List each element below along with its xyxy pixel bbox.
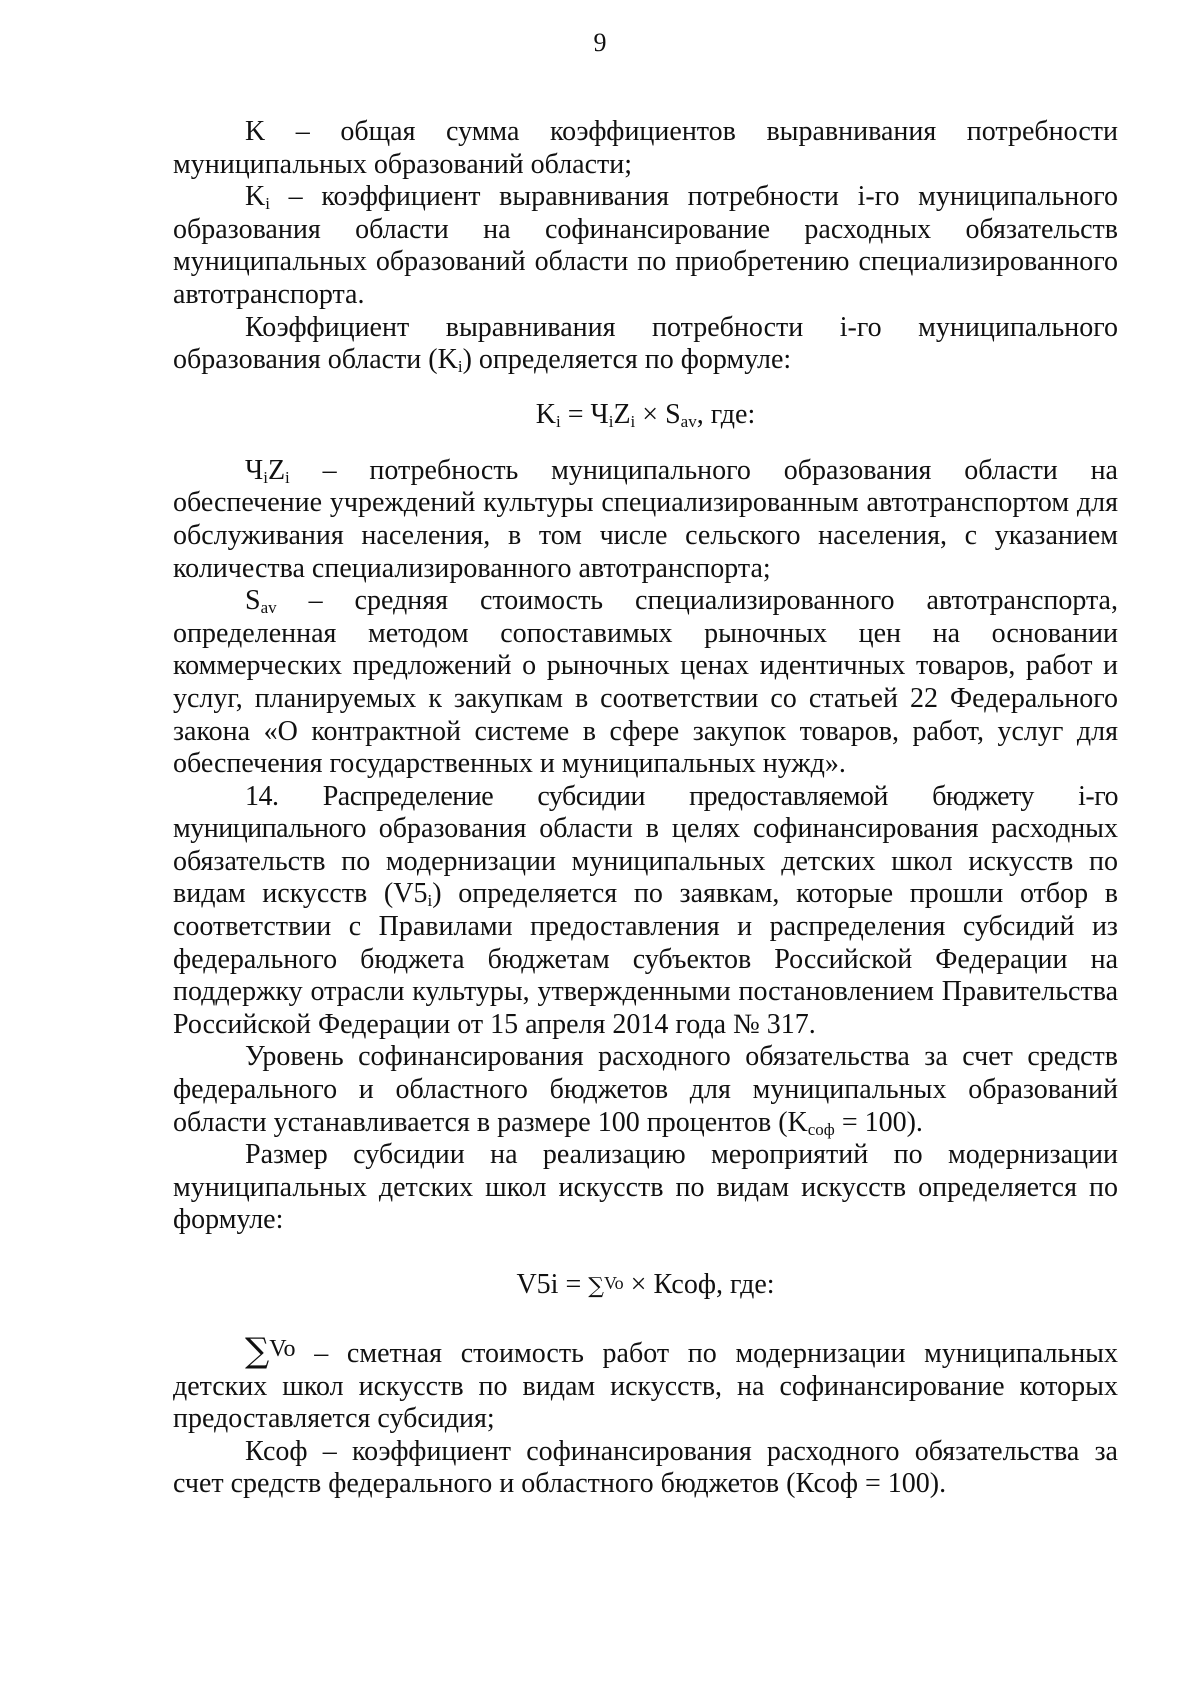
ksof-definition-text: Ксоф – коэффициент софинансирования расходного обязательства за счет средств федерального и областного бюджетов (Ксоф = 100). (173, 1435, 1118, 1500)
sum-vo-sigma: ∑ (245, 1331, 270, 1371)
formula-v5i-sigma: ∑ (588, 1274, 604, 1299)
formula-ki-sub-c: i (630, 411, 636, 431)
chz-symbol-a: Ч (245, 454, 264, 486)
ki-subscript: i (265, 194, 270, 214)
chz-sub-a: i (263, 467, 268, 487)
formula-ki-sub-d: av (680, 411, 697, 431)
chz-sub-b: i (285, 467, 290, 487)
paragraph-subsidy-size (173, 1139, 1118, 1237)
sum-vo-symbol: Vo (269, 1336, 296, 1362)
paragraph-ki-definition (173, 181, 1118, 311)
p14-body-b: ) определяется по заявкам, которые прошли отбор в соответствии с Правилами предоставления и распределения субсидий из федерального бюджета бюджетам субъектов Российской Федерации на поддержку отрасли культуры, утвержденными постановлением Правительства Российской Федерации от 15 апреля 2014 года № 317. (173, 878, 1118, 1040)
chz-symbol-b: Z (267, 454, 286, 486)
subsidy-size-text: Размер субсидии на реализацию мероприятий по модернизации муниципальных детских школ искусств по видам искусств определяется по формуле: (173, 1139, 1118, 1236)
paragraph-sum-vo-definition (173, 1333, 1118, 1436)
coefficient-intro-post: ) определяется по формуле: (462, 344, 792, 376)
formula-v5i-lhs: V5i = (516, 1269, 589, 1300)
chz-definition-text: – потребность муниципального образования области на обеспечение учреждений культуры специализированным автотранспортом для обслуживания населения, в том числе сельского населения, с указанием количества специализированного автотранспорта; (173, 454, 1118, 584)
formula-v5i-rhs: × Ксоф, где: (623, 1269, 775, 1300)
paragraph-chz-definition (173, 455, 1118, 585)
level-text-post: = 100). (834, 1106, 923, 1138)
paragraph-sav-definition (173, 585, 1118, 781)
formula-v5i-vo: Vo (603, 1273, 624, 1293)
k-definition-text: K – общая сумма коэффициентов выравнивания потребности муниципальных образований области; (173, 116, 1118, 180)
formula-ki-sub-b: i (608, 411, 614, 431)
paragraph-cofinancing-level (173, 1041, 1118, 1139)
ki-definition-text: – коэффициент выравнивания потребности i-го муниципального образования области на софинансирование расходных обязательств муниципальных образований области по приобретению специализированного автотранспорта. (173, 181, 1118, 310)
sav-subscript: av (260, 598, 277, 618)
paragraph-coefficient-intro (173, 312, 1118, 377)
formula-ki-part-e: , где: (696, 398, 756, 430)
formula-v5i (173, 1267, 1118, 1303)
formula-ki-part-d: × S (635, 398, 681, 430)
page-number: 9 (593, 28, 607, 57)
ki-symbol: K (245, 181, 266, 213)
formula-ki-part-a: K (535, 398, 556, 430)
document-body (173, 116, 1118, 1501)
p14-lead: 14. Распределение субсидии предоставляемой бюджету i-го муниципального (173, 780, 1118, 845)
coefficient-intro-subscript: i (457, 357, 463, 377)
sum-vo-definition-text: – сметная стоимость работ по модернизации муниципальных детских школ искусств по видам искусств, на софинансирование которых предоставляется субсидия; (173, 1338, 1118, 1435)
level-subscript: соф (807, 1119, 835, 1139)
formula-ki-part-b: = Ч (560, 398, 609, 430)
p14-subscript: i (427, 891, 433, 911)
paragraph-k-definition (173, 116, 1118, 181)
level-text-pre: Уровень софинансирования расходного обязательства за счет средств федерального и областного бюджетов для муниципальных образований области устанавливается в размере 100 процентов (K (173, 1041, 1118, 1138)
p14-body-a: образования области в целях софинансирования расходных обязательств по модернизации муниципальных детских школ искусств по видам искусств (V5 (173, 813, 1118, 910)
formula-ki (173, 399, 1118, 431)
paragraph-14 (173, 781, 1118, 1042)
formula-ki-part-c: Z (613, 398, 631, 430)
paragraph-ksof-definition (173, 1436, 1118, 1501)
formula-ki-sub-a: i (555, 411, 561, 431)
sav-definition-text: – средняя стоимость специализированного автотранспорта, определенная методом сопоставимых рыночных цен на основании коммерческих предложений о рыночных ценах идентичных товаров, работ и услуг, планируемых к закупкам в соответствии со статьей 22 Федерального закона «О контрактной системе в сфере закупок товаров, работ, услуг для обеспечения государственных и муниципальных нужд». (173, 585, 1118, 780)
coefficient-intro-pre: Коэффициент выравнивания потребности i-го муниципального образования области (K (173, 311, 1118, 376)
sav-symbol: S (245, 585, 261, 617)
